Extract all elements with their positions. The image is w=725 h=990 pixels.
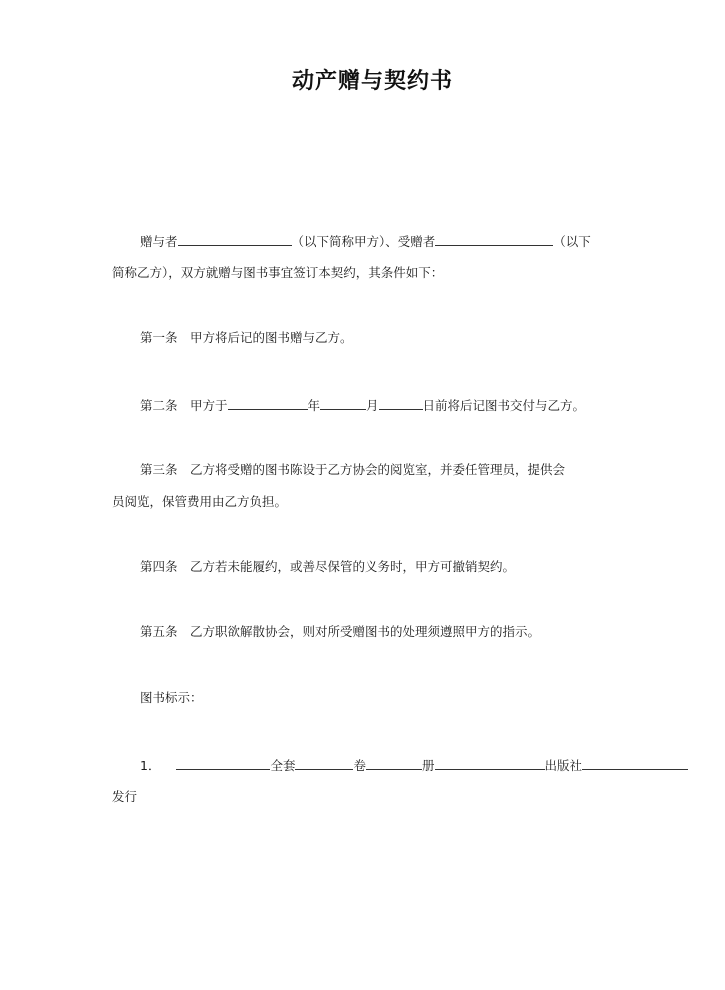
- book-list-label: 图书标示：: [140, 690, 203, 705]
- document-title: 动产赠与契约书: [291, 69, 453, 94]
- article-2-prefix: 第二条 甲方于: [140, 398, 228, 413]
- book-item-number: 1．: [140, 758, 161, 773]
- month-blank[interactable]: [320, 396, 366, 410]
- donee-blank[interactable]: [435, 232, 553, 246]
- publisher-label: 出版社: [544, 758, 583, 773]
- article-5: 第五条 乙方职欲解散协会，则对所受赠图书的处理须遵照甲方的指示。: [140, 624, 541, 639]
- article-2-month: 月: [366, 398, 379, 413]
- article-1: 第一条 甲方将后记的图书赠与乙方。: [140, 330, 353, 345]
- article-2-year: 年: [307, 398, 321, 413]
- donor-label: 赠与者: [140, 234, 178, 249]
- day-blank[interactable]: [379, 396, 423, 410]
- copies-blank[interactable]: [435, 756, 545, 770]
- copies-label: 册: [421, 758, 435, 773]
- publisher-blank[interactable]: [582, 756, 688, 770]
- book-title-blank[interactable]: [176, 756, 270, 770]
- article-3-line-1: 第三条 乙方将受赠的图书陈设于乙方协会的阅览室，并委任管理员，提供会: [140, 462, 566, 477]
- article-2: [140, 396, 585, 414]
- preamble-line-2: 简称乙方），双方就赠与图书事宜签订本契约，其条件如下：: [112, 265, 444, 280]
- donor-blank[interactable]: [178, 232, 292, 246]
- year-blank[interactable]: [228, 396, 308, 410]
- donor-suffix: （以下简称甲方）、受赠者: [291, 234, 436, 249]
- article-4: 第四条 乙方若未能履约，或善尽保管的义务时，甲方可撤销契约。: [140, 559, 516, 574]
- full-set-blank[interactable]: [295, 756, 353, 770]
- donee-suffix: （以下: [553, 234, 591, 249]
- volume-label: 卷: [353, 758, 366, 773]
- article-2-suffix: 日前将后记图书交付与乙方。: [422, 398, 586, 413]
- article-3-line-2: 员阅览，保管费用由乙方负担。: [112, 494, 288, 509]
- book-item-line: [140, 756, 688, 774]
- preamble-line-1: [140, 232, 591, 250]
- full-set-label: 全套: [270, 758, 296, 773]
- volume-blank[interactable]: [366, 756, 422, 770]
- issue-label: 发行: [112, 789, 138, 804]
